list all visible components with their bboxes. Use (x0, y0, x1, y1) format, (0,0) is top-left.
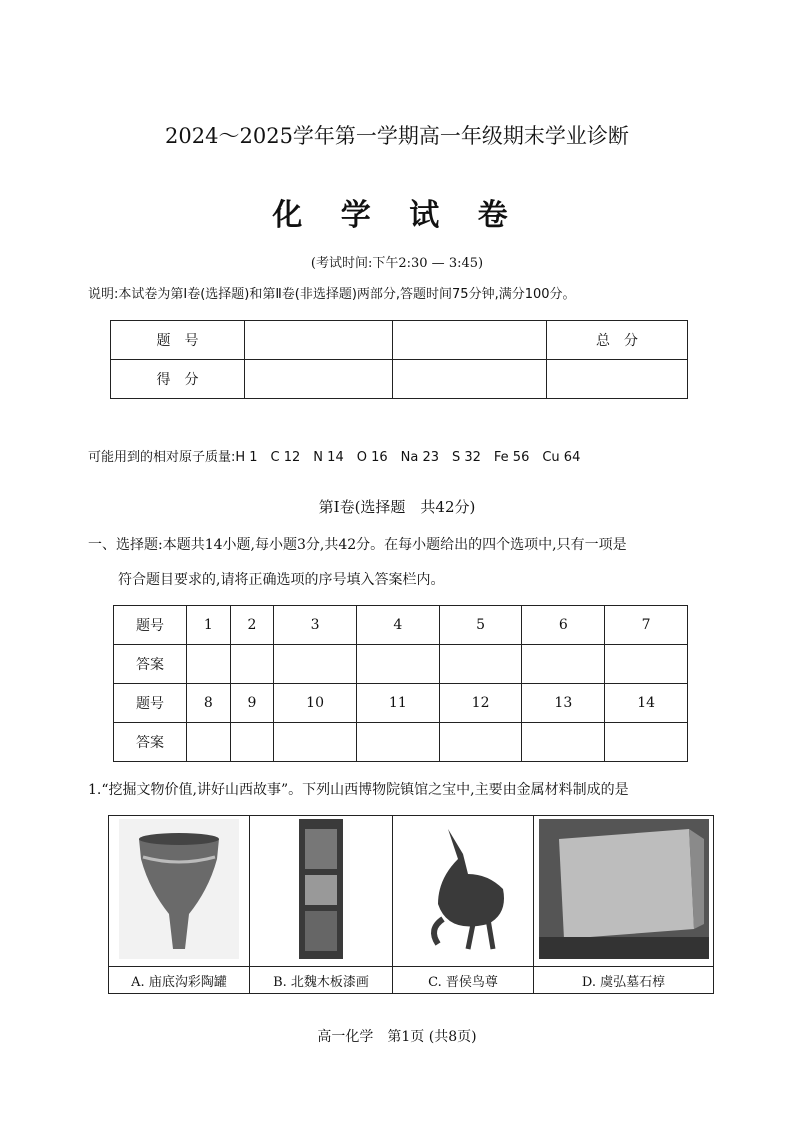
table-row (114, 723, 688, 762)
table-row (111, 321, 688, 360)
answer-cell[interactable] (522, 723, 605, 762)
option-d[interactable]: D. 虞弘墓石椁 (534, 967, 714, 994)
caption-row (109, 967, 714, 994)
table-cell (393, 321, 547, 360)
table-cell: 题 号 (111, 321, 245, 360)
option-b[interactable]: B. 北魏木板漆画 (250, 967, 393, 994)
table-cell: 5 (439, 606, 522, 645)
page-footer: 高一化学 第1页 (共8页) (317, 1029, 477, 1045)
table-cell: 1 (187, 606, 231, 645)
table-cell: 题号 (114, 606, 187, 645)
table-cell (547, 360, 688, 399)
answer-cell[interactable] (439, 645, 522, 684)
pottery-jar-image (109, 816, 250, 967)
table-cell: 12 (439, 684, 522, 723)
answer-cell[interactable] (522, 645, 605, 684)
table-cell (245, 321, 393, 360)
table-cell: 4 (356, 606, 439, 645)
answer-cell[interactable] (605, 645, 688, 684)
table-cell: 得 分 (111, 360, 245, 399)
answer-cell[interactable] (187, 723, 231, 762)
table-cell (245, 360, 393, 399)
option-a[interactable]: A. 庙底沟彩陶罐 (109, 967, 250, 994)
table-cell (393, 360, 547, 399)
stone-coffin-image (534, 816, 714, 967)
table-row (114, 684, 688, 723)
table-cell: 3 (274, 606, 357, 645)
table-cell: 10 (274, 684, 357, 723)
question-1-stem: 1.“挖掘文物价值,讲好山西故事”。下列山西博物院镇馆之宝中,主要由金属材料制成的是 (88, 782, 629, 798)
bird-vessel-image (393, 816, 534, 967)
table-cell: 题号 (114, 684, 187, 723)
answer-cell[interactable] (605, 723, 688, 762)
section-heading: 第Ⅰ卷(选择题 共42分) (318, 498, 476, 516)
table-cell: 8 (187, 684, 231, 723)
answer-cell[interactable] (230, 723, 274, 762)
answer-table (113, 605, 688, 762)
instructions-line-1: 一、选择题:本题共14小题,每小题3分,共42分。在每小题给出的四个选项中,只有一项是 (88, 537, 627, 553)
table-cell: 答案 (114, 723, 187, 762)
table-row (114, 606, 688, 645)
table-row (111, 360, 688, 399)
table-cell: 14 (605, 684, 688, 723)
atomic-masses: 可能用到的相对原子质量:H 1 C 12 N 14 O 16 Na 23 S 32 Fe 56 Cu 64 (88, 450, 581, 465)
answer-cell[interactable] (274, 645, 357, 684)
answer-cell[interactable] (230, 645, 274, 684)
table-cell: 2 (230, 606, 274, 645)
table-cell: 11 (356, 684, 439, 723)
table-cell: 答案 (114, 645, 187, 684)
instructions-line-2: 符合题目要求的,请将正确选项的序号填入答案栏内。 (118, 572, 445, 588)
table-cell: 总 分 (547, 321, 688, 360)
answer-cell[interactable] (356, 723, 439, 762)
table-cell: 9 (230, 684, 274, 723)
score-table (110, 320, 688, 399)
table-row (114, 645, 688, 684)
exam-time: (考试时间:下午2:30 — 3:45) (310, 256, 484, 271)
question-1-options (108, 815, 714, 994)
answer-cell[interactable] (356, 645, 439, 684)
subject-title: 化 学 试 卷 (272, 198, 522, 233)
lacquer-painting-image (250, 816, 393, 967)
image-row (109, 816, 714, 967)
exam-note: 说明:本试卷为第Ⅰ卷(选择题)和第Ⅱ卷(非选择题)两部分,答题时间75分钟,满分100分。 (88, 287, 576, 302)
exam-title: 2024～2025学年第一学期高一年级期末学业诊断 (165, 124, 629, 148)
answer-cell[interactable] (439, 723, 522, 762)
answer-cell[interactable] (274, 723, 357, 762)
option-c[interactable]: C. 晋侯鸟尊 (393, 967, 534, 994)
answer-cell[interactable] (187, 645, 231, 684)
table-cell: 7 (605, 606, 688, 645)
table-cell: 13 (522, 684, 605, 723)
table-cell: 6 (522, 606, 605, 645)
